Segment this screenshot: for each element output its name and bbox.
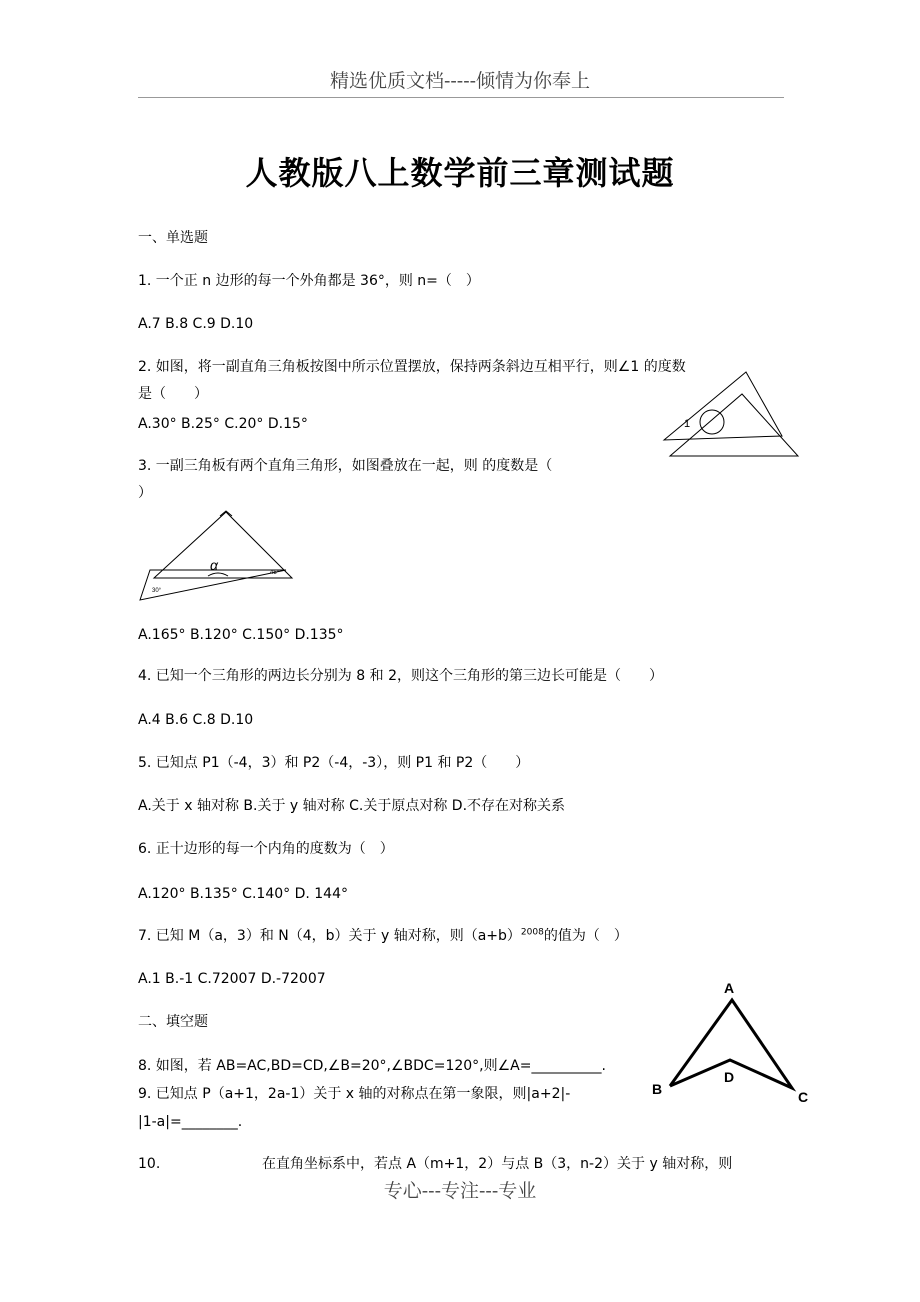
page-footer: 专心---专注---专业 xyxy=(383,1180,537,1202)
question-8-figure xyxy=(648,978,816,1108)
section-heading-fill-in: 二、填空题 xyxy=(138,1014,208,1030)
question-4: 4. 已知一个三角形的两边长分别为 8 和 2，则这个三角形的第三边长可能是（ ） xyxy=(138,668,663,684)
question-5-options: A.关于 x 轴对称 B.关于 y 轴对称 C.关于原点对称 D.不存在对称关系 xyxy=(138,798,566,814)
question-9-line-2: |1-a|=________. xyxy=(138,1114,243,1130)
question-10-number: 10. xyxy=(138,1156,161,1172)
question-10: 在直角坐标系中，若点 A（m+1，2）与点 B（3，n-2）关于 y 轴对称，则 xyxy=(262,1156,733,1172)
question-1: 1. 一个正 n 边形的每一个外角都是 36°，则 n=（ ） xyxy=(138,273,480,289)
question-2-line-2: 是（ ） xyxy=(138,386,208,402)
question-7 xyxy=(138,926,628,946)
question-2-figure xyxy=(660,370,802,460)
page-title: 人教版八上数学前三章测试题 xyxy=(245,154,675,192)
question-5: 5. 已知点 P1（-4，3）和 P2（-4，-3），则 P1 和 P2（ ） xyxy=(138,755,530,771)
figure-8-label-d: D xyxy=(724,1069,735,1085)
figure-2-angle-label: 1 xyxy=(684,418,691,430)
question-6-options: A.120° B.135° C.140° D. 144° xyxy=(138,886,348,902)
question-3-line-2: ） xyxy=(138,485,152,501)
question-7-text-b: 的值为（ ） xyxy=(543,928,628,944)
question-3-figure xyxy=(136,508,296,603)
question-2-line-1: 2. 如图，将一副直角三角板按图中所示位置摆放，保持两条斜边互相平行，则∠1 的度数 xyxy=(138,359,686,375)
question-6: 6. 正十边形的每一个内角的度数为（ ） xyxy=(138,841,394,857)
question-7-exponent: 2008 xyxy=(520,927,544,938)
question-7-text-a: 7. 已知 M（a，3）和 N（4，b）关于 y 轴对称，则（a+b） xyxy=(138,928,521,944)
figure-8-label-c: C xyxy=(798,1089,809,1105)
figure-8-label-b: B xyxy=(652,1081,663,1097)
figure-3-45-label: 45° xyxy=(270,570,280,576)
question-7-options: A.1 B.-1 C.72007 D.-72007 xyxy=(138,971,326,987)
question-8: 8. 如图，若 AB=AC,BD=CD,∠B=20°,∠BDC=120°,则∠A=__________. xyxy=(138,1058,606,1074)
header-divider xyxy=(138,97,784,98)
question-3-options: A.165° B.120° C.150° D.135° xyxy=(138,627,344,643)
question-1-options: A.7 B.8 C.9 D.10 xyxy=(138,316,254,332)
question-3-line-1: 3. 一副三角板有两个直角三角形，如图叠放在一起，则 的度数是（ xyxy=(138,458,553,474)
question-9-line-1: 9. 已知点 P（a+1，2a-1）关于 x 轴的对称点在第一象限，则|a+2|- xyxy=(138,1086,571,1102)
figure-3-30-label: 30° xyxy=(152,588,162,594)
question-4-options: A.4 B.6 C.8 D.10 xyxy=(138,712,254,728)
figure-8-label-a: A xyxy=(724,980,735,996)
section-heading-single-choice: 一、单选题 xyxy=(138,230,208,246)
question-2-options: A.30° B.25° C.20° D.15° xyxy=(138,416,308,432)
page-header: 精选优质文档-----倾情为你奉上 xyxy=(329,70,591,92)
figure-3-alpha-label: α xyxy=(210,557,218,573)
